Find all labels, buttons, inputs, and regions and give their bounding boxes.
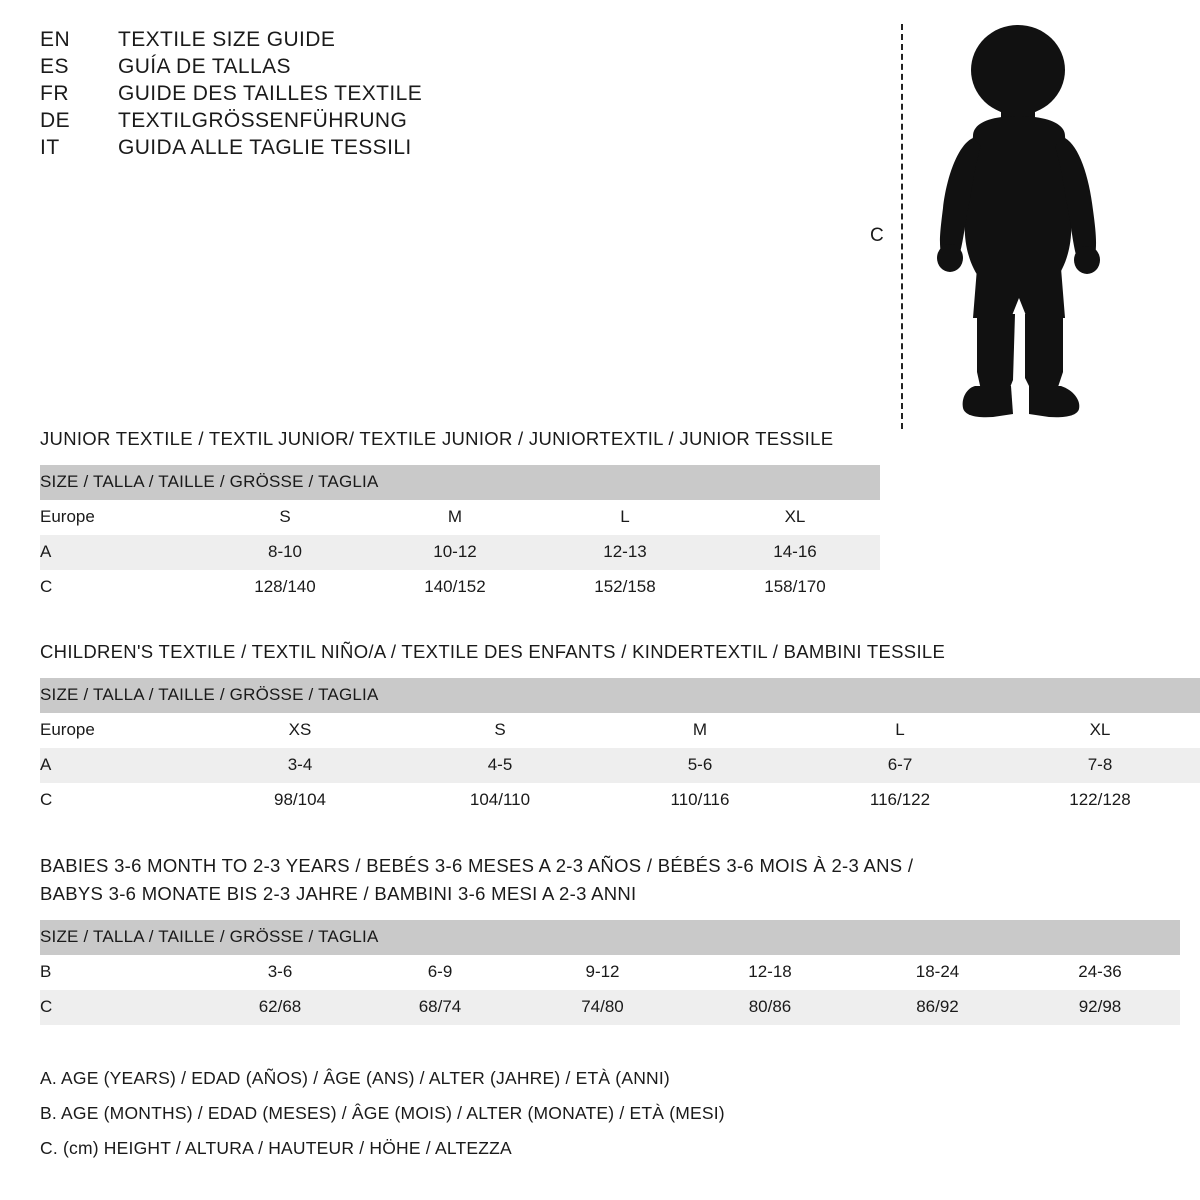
table-cell: M: [692, 720, 708, 740]
table-band-label: SIZE / TALLA / TAILLE / GRÖSSE / TAGLIA: [40, 685, 379, 705]
language-row: [40, 136, 600, 160]
table-cell: 152/158: [594, 577, 656, 597]
language-code: FR: [40, 82, 69, 105]
table-cell: 116/122: [869, 790, 931, 810]
language-title: TEXTILE SIZE GUIDE: [118, 28, 336, 51]
table-cell: 24-36: [1078, 962, 1122, 981]
size-guide-header: [40, 28, 600, 163]
row-label: C: [40, 997, 53, 1016]
row-label: A: [40, 542, 52, 562]
table-row: [40, 535, 880, 570]
language-code: IT: [40, 136, 60, 159]
table-cell: 80/86: [748, 997, 792, 1016]
table-cell: 86/92: [916, 997, 959, 1016]
table-cell: 8-10: [267, 542, 303, 562]
table-band-label: SIZE / TALLA / TAILLE / GRÖSSE / TAGLIA: [40, 927, 379, 946]
section-babies-textile: [40, 852, 1180, 1025]
height-dashed-line: [901, 24, 903, 429]
row-label: C: [40, 577, 53, 597]
section-childrens-textile: [40, 638, 1200, 818]
table-cell: L: [895, 720, 905, 740]
row-label: B: [40, 962, 52, 981]
table-cell: 74/80: [581, 997, 624, 1016]
legend-item-height: C. (cm) HEIGHT / ALTURA / HAUTEUR / HÖHE / ALTEZZA: [40, 1138, 512, 1158]
table-cell: 10-12: [433, 542, 477, 562]
table-band-label: SIZE / TALLA / TAILLE / GRÖSSE / TAGLIA: [40, 472, 379, 492]
language-title: TEXTILGRÖSSENFÜHRUNG: [118, 109, 408, 132]
table-cell: 122/128: [1069, 790, 1131, 810]
table-cell: S: [494, 720, 506, 740]
table-row: [40, 748, 1200, 783]
language-row: [40, 109, 600, 133]
row-label: Europe: [40, 720, 95, 740]
table-cell: 140/152: [424, 577, 486, 597]
section-title: JUNIOR TEXTILE / TEXTIL JUNIOR/ TEXTILE JUNIOR / JUNIORTEXTIL / JUNIOR TESSILE: [40, 428, 834, 449]
table-cell: XL: [784, 507, 806, 527]
row-label: C: [40, 790, 53, 810]
table-cell: 18-24: [915, 962, 960, 981]
height-figure: [870, 10, 1150, 430]
table-row: [40, 570, 880, 605]
size-table-children: [40, 678, 1200, 818]
row-label: A: [40, 755, 52, 775]
child-silhouette-icon: [915, 18, 1115, 433]
table-cell: 7-8: [1087, 755, 1113, 775]
table-cell: 92/98: [1078, 997, 1122, 1016]
table-cell: 6-9: [427, 962, 453, 981]
table-band-row: [40, 920, 1180, 955]
language-row: [40, 28, 600, 52]
table-cell: L: [620, 507, 630, 527]
legend-item-age-years: A. AGE (YEARS) / EDAD (AÑOS) / ÂGE (ANS) / ALTER (JAHRE) / ETÀ (ANNI): [40, 1068, 670, 1088]
size-table-babies: [40, 920, 1180, 1025]
size-table-junior: [40, 465, 880, 605]
section-title: BABIES 3-6 MONTH TO 2-3 YEARS / BEBÉS 3-6 MESES A 2-3 AÑOS / BÉBÉS 3-6 MOIS À 2-3 ANS / BABYS 3-6 MONATE BIS 2-3 JAHRE / BAMBINI 3-6 MESI A 2-3 ANNI: [40, 855, 914, 904]
table-cell: S: [279, 507, 291, 527]
table-cell: 68/74: [418, 997, 462, 1016]
table-band-row: [40, 465, 880, 500]
table-cell: 6-7: [887, 755, 913, 775]
table-cell: 9-12: [585, 962, 620, 981]
table-cell: 62/68: [258, 997, 302, 1016]
table-band-row: [40, 678, 1200, 713]
table-cell: 128/140: [254, 577, 316, 597]
section-junior-textile: [40, 425, 880, 605]
language-code: DE: [40, 109, 71, 132]
language-row: [40, 82, 600, 106]
language-code: ES: [40, 55, 70, 78]
language-title: GUÍA DE TALLAS: [118, 55, 291, 78]
table-cell: 14-16: [773, 542, 817, 562]
table-cell: 98/104: [274, 790, 326, 810]
table-cell: 3-6: [267, 962, 293, 981]
table-cell: 4-5: [487, 755, 513, 775]
legend-item-age-months: B. AGE (MONTHS) / EDAD (MESES) / ÂGE (MOIS) / ALTER (MONATE) / ETÀ (MESI): [40, 1103, 725, 1123]
language-row: [40, 55, 600, 79]
table-cell: 110/116: [670, 790, 730, 810]
table-row: [40, 713, 1200, 748]
language-code: EN: [40, 28, 71, 51]
table-row: [40, 783, 1200, 818]
table-cell: M: [447, 507, 463, 527]
table-cell: 12-13: [603, 542, 647, 562]
table-row: [40, 500, 880, 535]
height-marker-label: C: [870, 225, 884, 246]
legend-block: [40, 1068, 940, 1173]
language-title: GUIDA ALLE TAGLIE TESSILI: [118, 136, 412, 159]
section-title: CHILDREN'S TEXTILE / TEXTIL NIÑO/A / TEXTILE DES ENFANTS / KINDERTEXTIL / BAMBINI TESSILE: [40, 641, 946, 662]
table-row: [40, 955, 1180, 990]
row-label: Europe: [40, 507, 95, 527]
table-cell: 3-4: [287, 755, 313, 775]
table-cell: 104/110: [469, 790, 531, 810]
table-row: [40, 990, 1180, 1025]
table-cell: 5-6: [687, 755, 713, 775]
table-cell: XS: [288, 720, 312, 740]
table-cell: 158/170: [764, 577, 826, 597]
table-cell: 12-18: [748, 962, 792, 981]
language-title: GUIDE DES TAILLES TEXTILE: [118, 82, 423, 105]
table-cell: XL: [1089, 720, 1111, 740]
